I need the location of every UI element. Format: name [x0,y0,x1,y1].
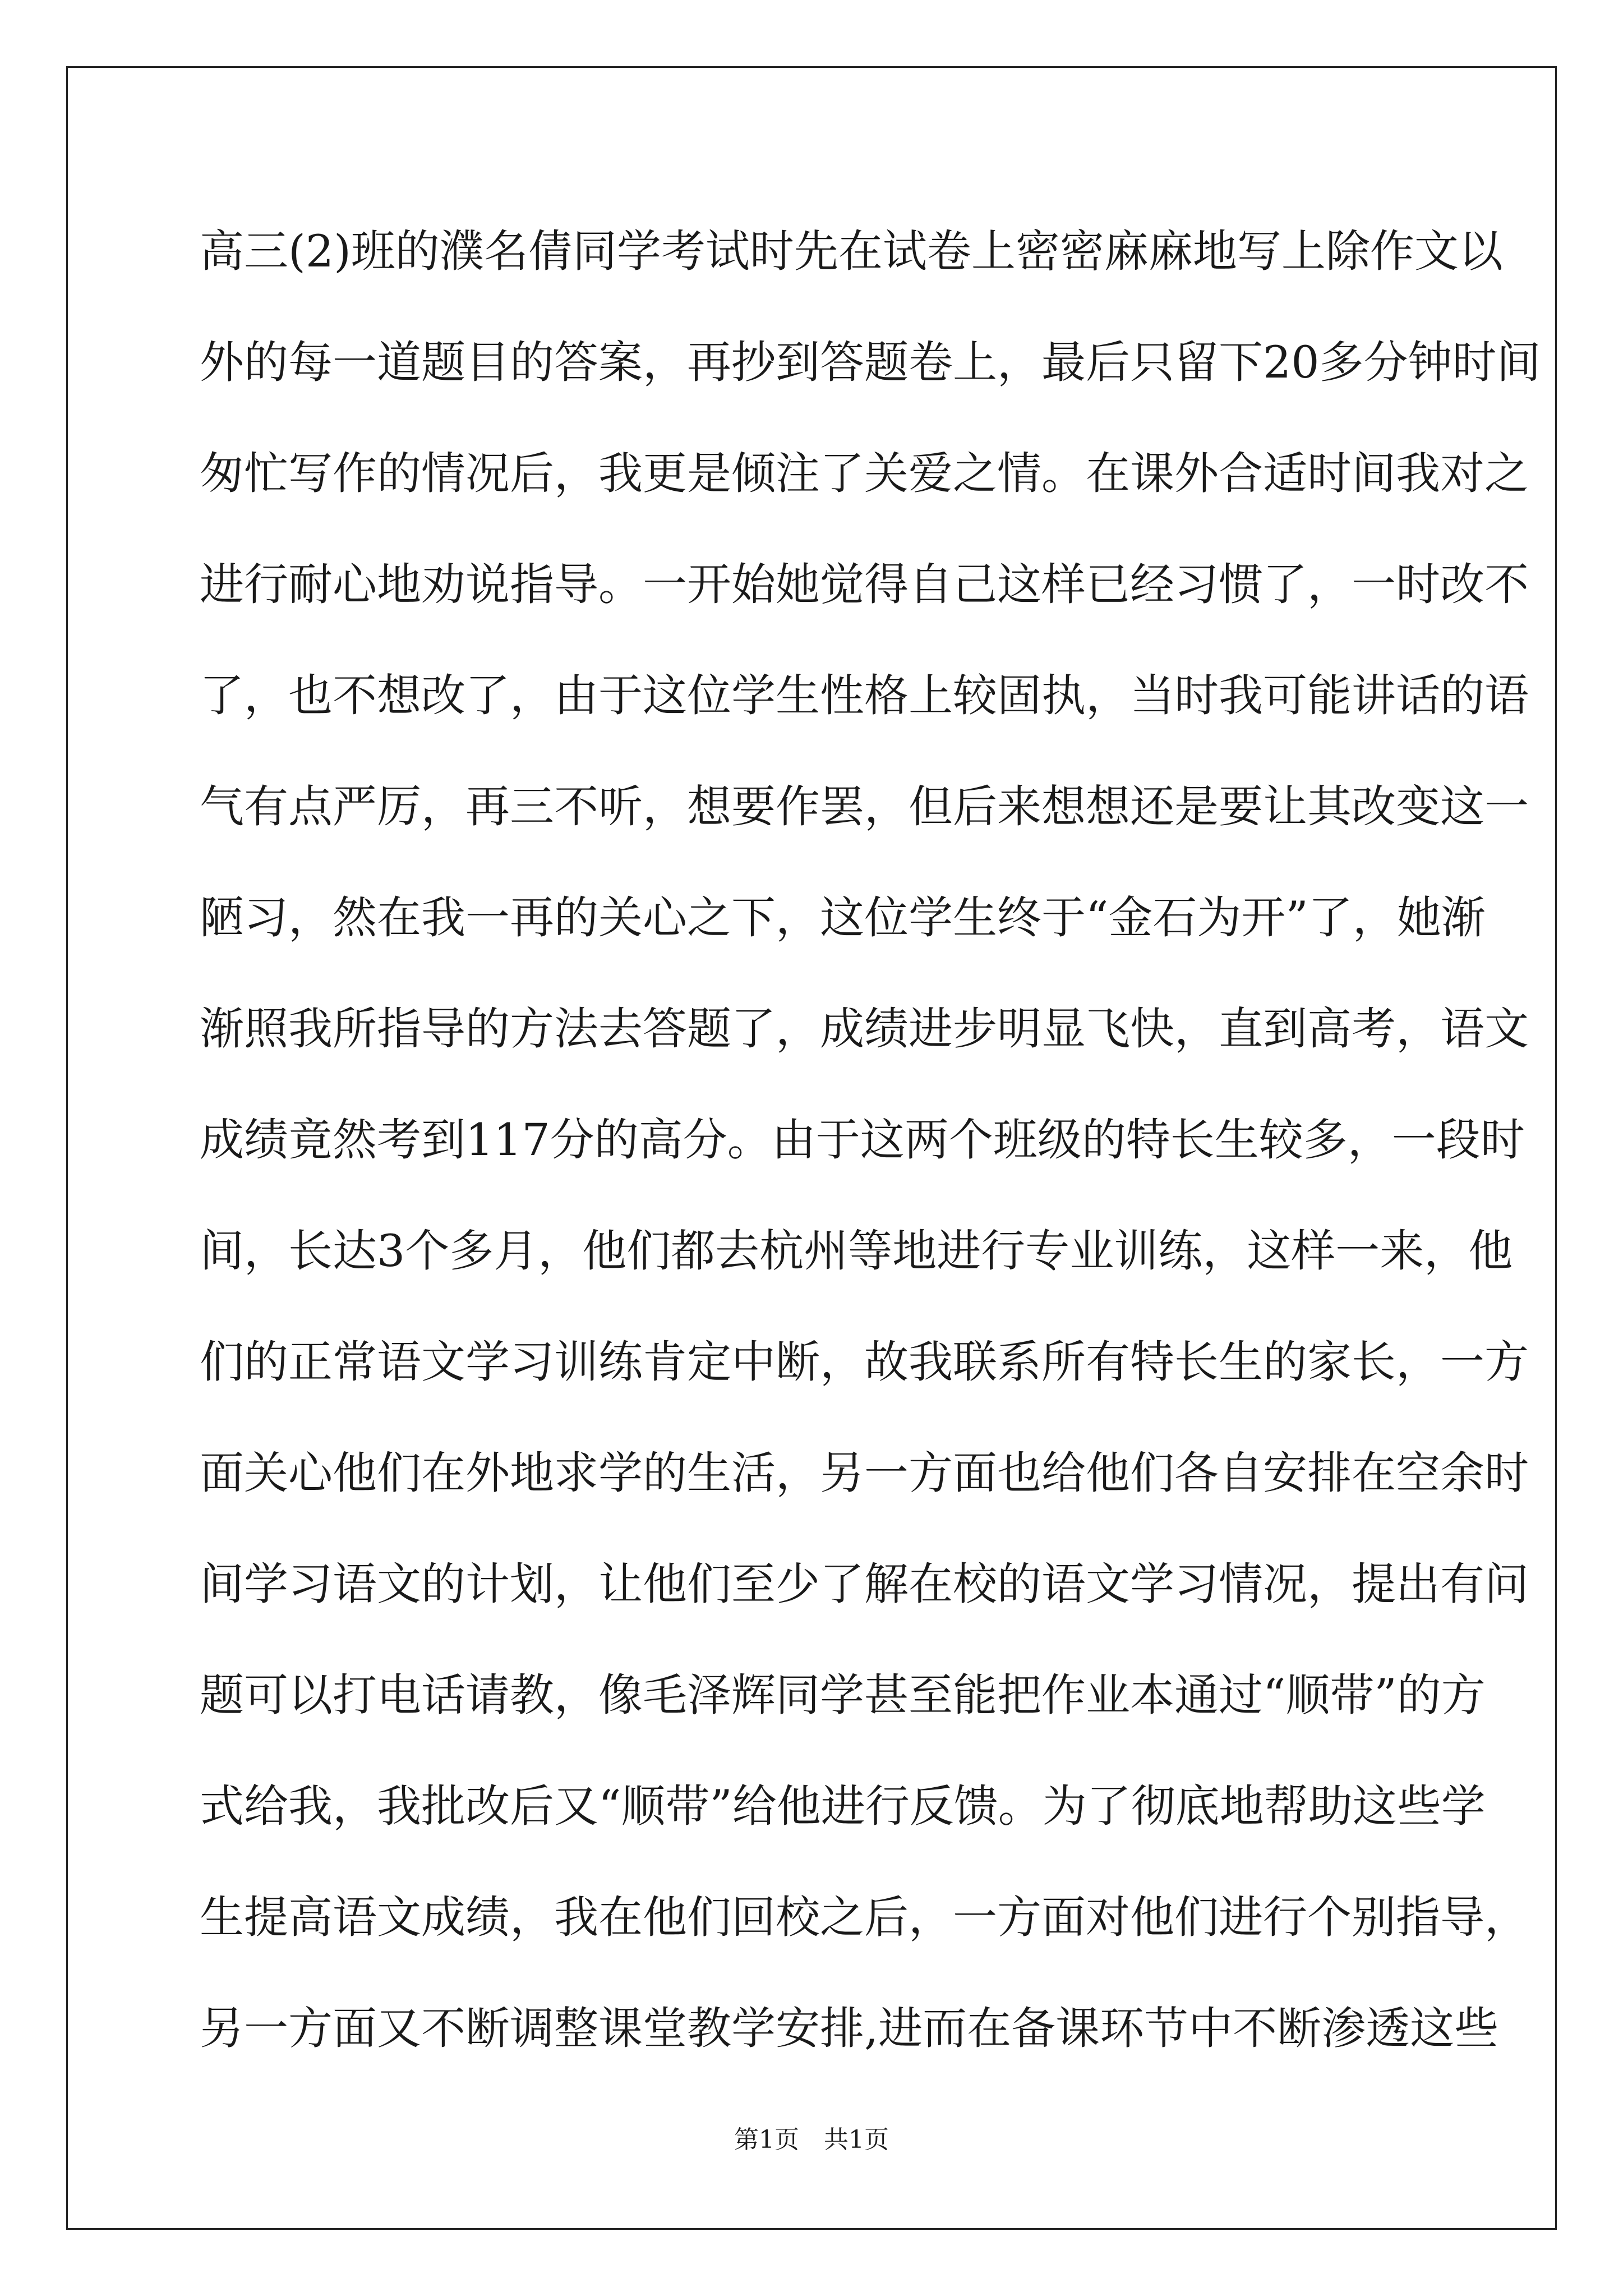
text-line: 气有点严厉，再三不听，想要作罢，但后来想想还是要让其改变这一 [200,781,1529,832]
text-line: 另一方面又不断调整课堂教学安排,进而在备课环节中不断渗透这些 [200,2003,1499,2054]
text-line: 进行耐心地劝说指导。一开始她觉得自己这样已经习惯了，一时改不 [200,559,1529,610]
text-line: 外的每一道题目的答案，再抄到答题卷上，最后只留下20多分钟时间 [200,337,1541,388]
text-line: 式给我，我批改后又“顺带”给他进行反馈。为了彻底地帮助这些学 [200,1780,1486,1832]
text-line: 陋习，然在我一再的关心之下，这位学生终于“金石为开”了，她渐 [200,892,1486,944]
text-line: 题可以打电话请教，像毛泽辉同学甚至能把作业本通过“顺带”的方 [200,1669,1486,1721]
document-body [200,196,1541,2084]
page-footer: 第1页 共1页 [734,2125,889,2154]
text-line: 匆忙写作的情况后，我更是倾注了关爱之情。在课外合适时间我对之 [200,448,1529,499]
text-line: 间，长达3个多月，他们都去杭州等地进行专业训练，这样一来，他 [200,1225,1513,1277]
text-line: 渐照我所指导的方法去答题了，成绩进步明显飞快，直到高考，语文 [200,1003,1529,1055]
text-line: 了，也不想改了，由于这位学生性格上较固执，当时我可能讲话的语 [200,670,1529,721]
text-line: 高三(2)班的濮名倩同学考试时先在试卷上密密麻麻地写上除作文以 [200,226,1503,277]
text-line: 间学习语文的计划，让他们至少了解在校的语文学习情况，提出有问 [200,1558,1529,1610]
text-line: 成绩竟然考到117分的高分。由于这两个班级的特长生较多，一段时 [200,1114,1525,1166]
text-line: 面关心他们在外地求学的生活，另一方面也给他们各自安排在空余时 [200,1447,1529,1499]
text-line: 们的正常语文学习训练肯定中断，故我联系所有特长生的家长，一方 [200,1336,1529,1388]
text-line: 生提高语文成绩，我在他们回校之后，一方面对他们进行个别指导， [200,1892,1529,1943]
